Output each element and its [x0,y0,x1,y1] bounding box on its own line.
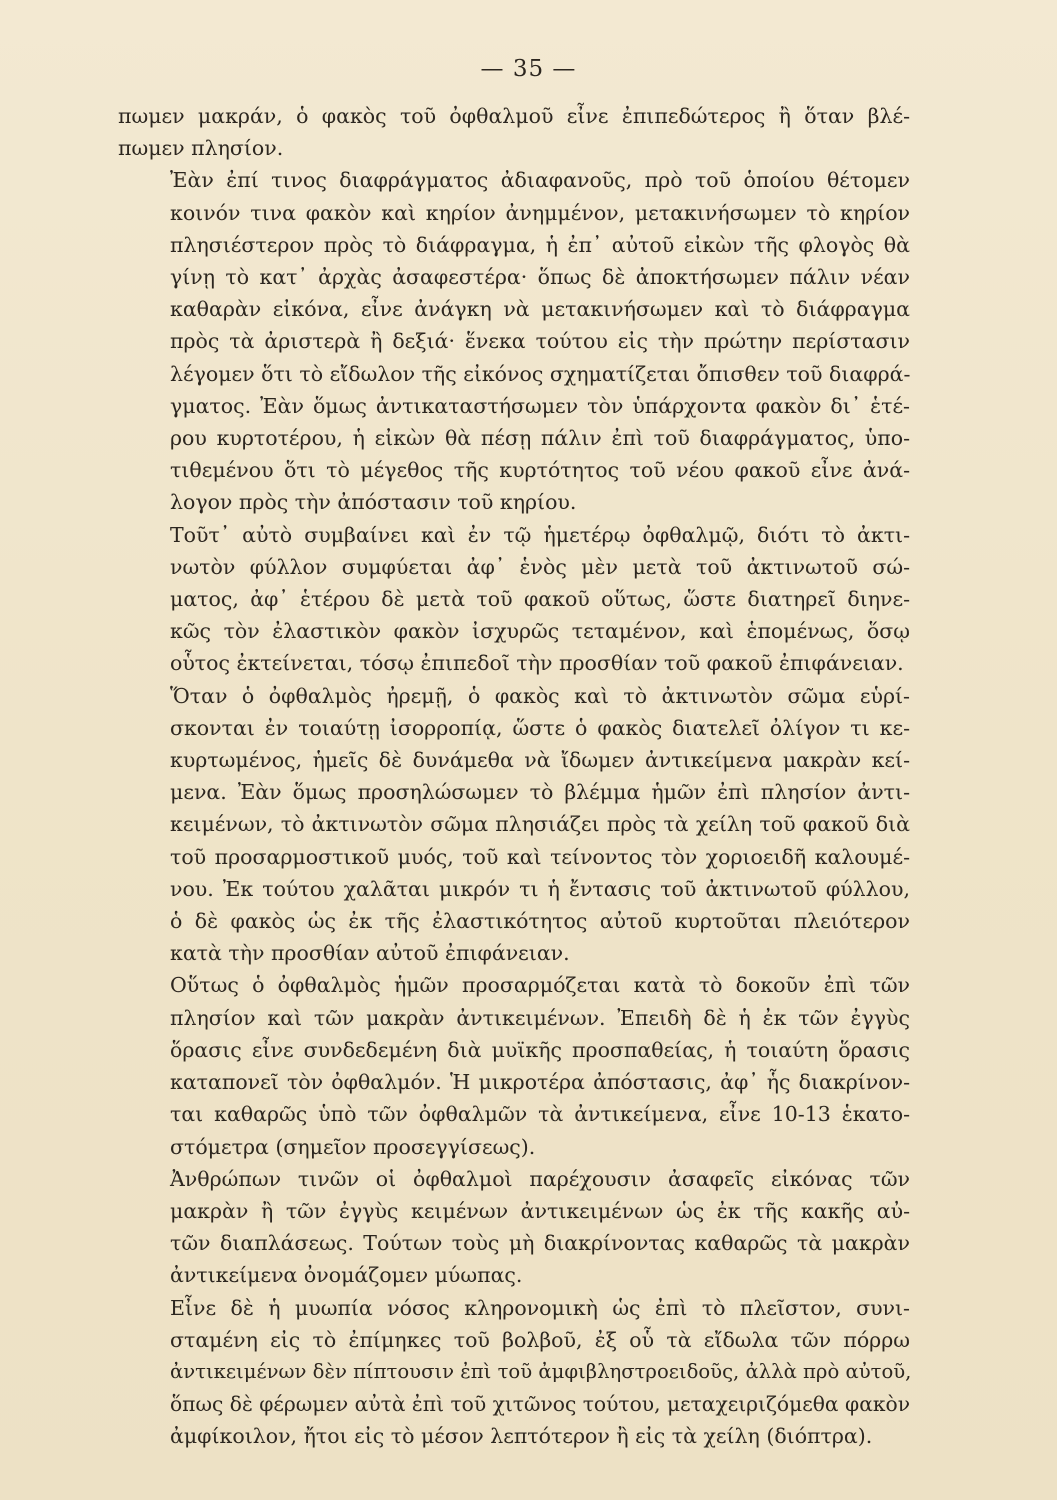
text-line: Τοῦτ᾽ αὐτὸ συμβαίνει καὶ ἐν τῷ ἡμετέρῳ ὀφθαλμῷ, διότι τὸ ἀκτι- [170,522,910,547]
text-line: ται καθαρῶς ὑπὸ τῶν ὀφθαλμῶν τὰ ἀντικείμενα, εἶνε 10-13 ἑκατο- [170,1102,910,1127]
text-line: πλησίον καὶ τῶν μακρὰν ἀντικειμένων. Ἐπειδὴ δὲ ἡ ἐκ τῶν ἐγγὺς [170,1005,910,1030]
body-text [118,100,910,1453]
text-line: Οὕτως ὁ ὀφθαλμὸς ἡμῶν προσαρμόζεται κατὰ τὸ δοκοῦν ἐπὶ τῶν [170,973,910,998]
text-line: νωτὸν φύλλον συμφύεται ἀφ᾽ ἑνὸς μὲν μετὰ τοῦ ἀκτινωτοῦ σώ- [170,554,910,579]
text-line: νου. Ἐκ τούτου χαλᾶται μικρόν τι ἡ ἔντασις τοῦ ἀκτινωτοῦ φύλλου, [170,876,910,901]
text-line: μενα. Ἐὰν ὅμως προσηλώσωμεν τὸ βλέμμα ἡμῶν ἐπὶ πλησίον ἀντι- [170,780,910,805]
text-line: πωμεν πλησίον. [118,136,284,161]
text-line: τῶν διαπλάσεως. Τούτων τοὺς μὴ διακρίνοντας καθαρῶς τὰ μακρὰν [170,1231,910,1256]
paragraph [118,1292,910,1453]
text-line: ματος, ἀφ᾽ ἑτέρου δὲ μετὰ τοῦ φακοῦ οὕτως, ὥστε διατηρεῖ διηνε- [170,587,910,612]
paragraph [118,100,910,164]
text-line: κοινόν τινα φακὸν καὶ κηρίον ἀνημμένον, μετακινήσωμεν τὸ κηρίον [170,200,910,225]
text-line: σταμένη εἰς τὸ ἐπίμηκες τοῦ βολβοῦ, ἐξ οὗ τὰ εἴδωλα τῶν πόρρω [170,1327,910,1352]
text-line: πρὸς τὰ ἀριστερὰ ἢ δεξιά· ἕνεκα τούτου εἰς τὴν πρώτην περίστασιν [170,329,910,354]
text-line: σκονται ἐν τοιαύτῃ ἰσορροπίᾳ, ὥστε ὁ φακὸς διατελεῖ ὀλίγον τι κε- [170,715,910,740]
text-line: γματος. Ἐὰν ὅμως ἀντικαταστήσωμεν τὸν ὑπάρχοντα φακὸν δι᾽ ἑτέ- [170,393,910,418]
text-line: πλησιέστερον πρὸς τὸ διάφραγμα, ἡ ἐπ᾽ αὐτοῦ εἰκὼν τῆς φλογὸς θὰ [170,232,910,257]
text-line: μακρὰν ἢ τῶν ἐγγὺς κειμένων ἀντικειμένων ὡς ἐκ τῆς κακῆς αὐ- [170,1198,910,1223]
text-line: στόμετρα (σημεῖον προσεγγίσεως). [170,1134,536,1159]
text-line: Εἶνε δὲ ἡ μυωπία νόσος κληρονομικὴ ὡς ἐπὶ τὸ πλεῖστον, συνι- [170,1295,910,1320]
text-line: κατὰ τὴν προσθίαν αὐτοῦ ἐπιφάνειαν. [170,941,570,966]
text-line: Ἀνθρώπων τινῶν οἱ ὀφθαλμοὶ παρέχουσιν ἀσαφεῖς εἰκόνας τῶν [170,1166,910,1191]
text-line: τιθεμένου ὅτι τὸ μέγεθος τῆς κυρτότητος τοῦ νέου φακοῦ εἶνε ἀνά- [170,458,910,483]
text-line: οὗτος ἐκτείνεται, τόσῳ ἐπιπεδοῖ τὴν προσθίαν τοῦ φακοῦ ἐπιφάνειαν. [170,651,904,676]
text-line: ἀμφίκοιλον, ἤτοι εἰς τὸ μέσον λεπτότερον ἢ εἰς τὰ χείλη (διόπτρα). [170,1424,873,1449]
text-line: ρου κυρτοτέρου, ἡ εἰκὼν θὰ πέσῃ πάλιν ἐπὶ τοῦ διαφράγματος, ὑπο- [170,426,910,451]
text-line: τοῦ προσαρμοστικοῦ μυός, τοῦ καὶ τείνοντος τὸν χοριοειδῆ καλουμέ- [170,844,910,869]
text-line: λέγομεν ὅτι τὸ εἴδωλον τῆς εἰκόνος σχηματίζεται ὄπισθεν τοῦ διαφρά- [170,361,911,386]
text-line: Ὅταν ὁ ὀφθαλμὸς ἠρεμῇ, ὁ φακὸς καὶ τὸ ἀκτινωτὸν σῶμα εὑρί- [170,683,910,708]
paragraph [118,680,910,970]
paragraph [118,519,910,680]
paragraph [118,969,910,1162]
text-line: ὅρασις εἶνε συνδεδεμένη διὰ μυϊκῆς προσπαθείας, ἡ τοιαύτη ὅρασις [170,1037,910,1062]
text-line: κῶς τὸν ἐλαστικὸν φακὸν ἰσχυρῶς τεταμένον, καὶ ἑπομένως, ὅσῳ [170,619,910,644]
text-line: λογον πρὸς τὴν ἀπόστασιν τοῦ κηρίου. [170,490,577,515]
text-line: καταπονεῖ τὸν ὀφθαλμόν. Ἡ μικροτέρα ἀπόστασις, ἀφ᾽ ἧς διακρίνον- [170,1070,910,1095]
text-line: κειμένων, τὸ ἀκτινωτὸν σῶμα πλησιάζει πρὸς τὰ χείλη τοῦ φακοῦ διὰ [170,812,910,837]
text-line: ἀντικείμενα ὀνομάζομεν μύωπας. [170,1263,523,1288]
page-number: — 35 — [480,56,577,82]
text-line: ὁ δὲ φακὸς ὡς ἐκ τῆς ἐλαστικότητος αὐτοῦ κυρτοῦται πλειότερον [170,909,910,934]
text-line: καθαρὰν εἰκόνα, εἶνε ἀνάγκη νὰ μετακινήσωμεν καὶ τὸ διάφραγμα [170,297,910,322]
text-line: κυρτωμένος, ἡμεῖς δὲ δυνάμεθα νὰ ἴδωμεν ἀντικείμενα μακρὰν κεί- [170,748,910,773]
text-line: γίνῃ τὸ κατ᾽ ἀρχὰς ἀσαφεστέρα· ὅπως δὲ ἀποκτήσωμεν πάλιν νέαν [170,265,910,290]
text-line: ἀντικειμένων δὲν πίπτουσιν ἐπὶ τοῦ ἀμφιβληστροειδοῦς, ἀλλὰ πρὸ αὐτοῦ, [170,1359,912,1383]
paragraph [118,164,910,518]
paragraph [118,1163,910,1292]
text-line: πωμεν μακράν, ὁ φακὸς τοῦ ὀφθαλμοῦ εἶνε ἐπιπεδώτερος ἢ ὅταν βλέ- [118,104,910,128]
text-line: ὅπως δὲ φέρωμεν αὐτὰ ἐπὶ τοῦ χιτῶνος τούτου, μεταχειριζόμεθα φακὸν [170,1392,910,1417]
text-line: Ἐὰν ἐπί τινος διαφράγματος ἀδιαφανοῦς, πρὸ τοῦ ὁποίου θέτομεν [170,168,910,193]
